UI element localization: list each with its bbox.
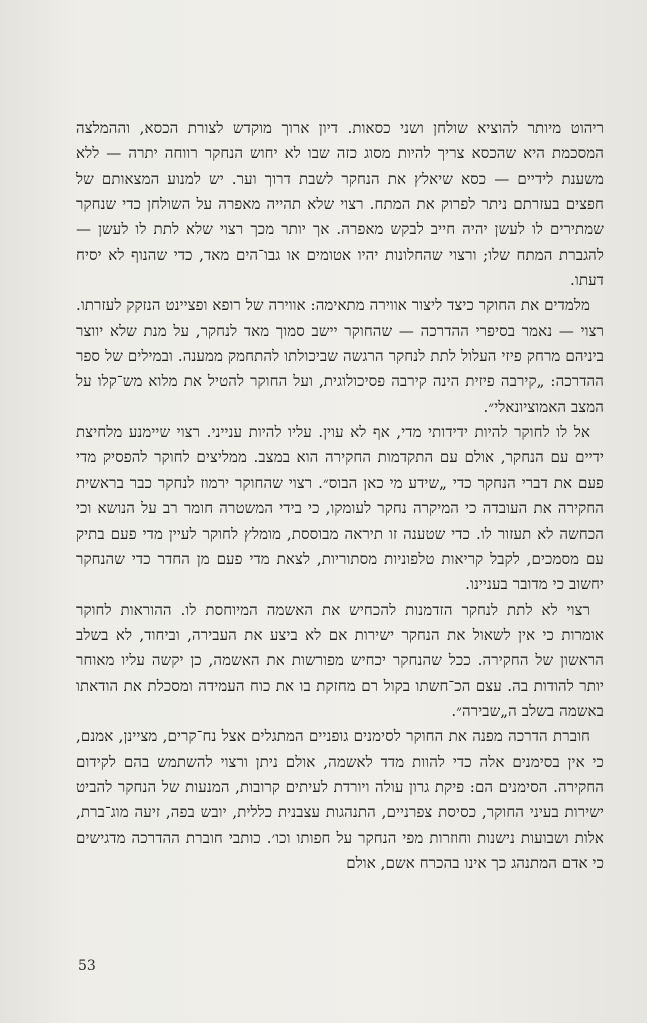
paragraph: מלמדים את החוקר כיצד ליצור אווירה מתאימה: אווירה של רופא ופציינט הנזקק לעזרתו. רצוי — נאמר בסיפרי ההדרכה — שהחוקר יישב סמוך מאד לנחקר, על מנת שלא יווצר ביניהם מרחק פיזי העלול לתת לנחקר הרגשה שביכולתו להתחמק ממענה. ובמילים של ספר ההדרכה: „קירבה פיזית הינה קירבה פסיכולוגית, ועל החוקר להטיל את מלוא מש־קלו על המצב האמוציונאלי״. [76,296,604,416]
page-number: 53 [78,958,96,974]
paragraph: רצוי לא לתת לנחקר הזדמנות להכחיש את האשמה המיוחסת לו. ההוראות לחוקר אומרות כי אין לשאול את הנחקר ישירות אם לא ביצע את העבירה, וביחוד, לא בשלב הראשון של החקירה. ככל שהנחקר יכחיש מפורשות את האשמה, כן יקשה עליו מאוחר יותר להודות בה. עצם הכ־חשתו בקול רם מחזקת בו את כוח העמידה ומסכלת את הודאתו באשמה בשלב ה„שבירה״. [76,600,604,720]
paragraph: חוברת הדרכה מפנה את החוקר לסימנים גופניים המתגלים אצל נח־קרים, מציינן, אמנם, כי אין בסימנים אלה כדי להוות מדד לאשמה, אולם ניתן ורצוי להשתמש בהם לקידום החקירה. הסימנים הם: פיקת גרון עולה ויורדת לעיתים קרובות, המנעות של הנחקר להביט ישירות בעיני החוקר, כסיסת צפרניים, התנהגות עצבנית כללית, יובש בפה, זיעה מוג־ברת, אלות ושבועות נישנות וחוזרות מפי הנחקר על חפותו וכו׳. כותבי חוברת ההדרכה מדגישים כי אדם המתנהג כך אינו בהכרח אשם, אולם [76,727,604,872]
paragraph: ריהוט מיותר להוציא שולחן ושני כסאות. דיון ארוך מוקדש לצורת הכסא, וההמלצה המסכמת היא שהכסא צריך להיות מסוג כזה שבו לא יחוש הנחקר רווחה יתרה — ללא משענת לידיים — כסא שיאלץ את הנחקר לשבת דרוך וער. יש למנוע המצאותם של חפצים בעזרתם ניתר לפרוק את המתח. רצוי שלא תהייה מאפרה על השולחן כדי שנחקר שמתירים לו לעשן יהיה חייב לבקש מאפרה. אך יותר מכך רצוי שלא לתת לו לעשן — להגברת המתח שלו; ורצוי שהחלונות יהיו אטומים או גבו־הים מאד, כדי שהנוף לא יסיח דעתו. [76,119,604,290]
paragraph: אל לו לחוקר להיות ידידותי מדי, אף לא עוין. עליו להיות ענייני. רצוי שיימנע מלחיצת ידיים עם הנחקר, אולם עם התקדמות החקירה הוא במצב. ממליצים לחוקר להפסיק מדי פעם את דברי הנחקר כדי „שידע מי כאן הבוס״. רצוי שהחוקר ירמוז לנחקר כבר בראשית החקירה את העובדה כי המיקרה נחקר לעומקו, כי בידי המשטרה חומר רב על הנושא וכי הכחשה לא תעזור לו. כדי שטענה זו תיראה מבוססת, מומלץ לחוקר לעיין מדי פעם בתיק עם מסמכים, לקבל קריאות טלפוניות מסתוריות, לצאת מדי פעם מן החדר כדי שהנחקר יחשוב כי מדובר בעניינו. [76,423,604,594]
body-text [76,116,604,876]
